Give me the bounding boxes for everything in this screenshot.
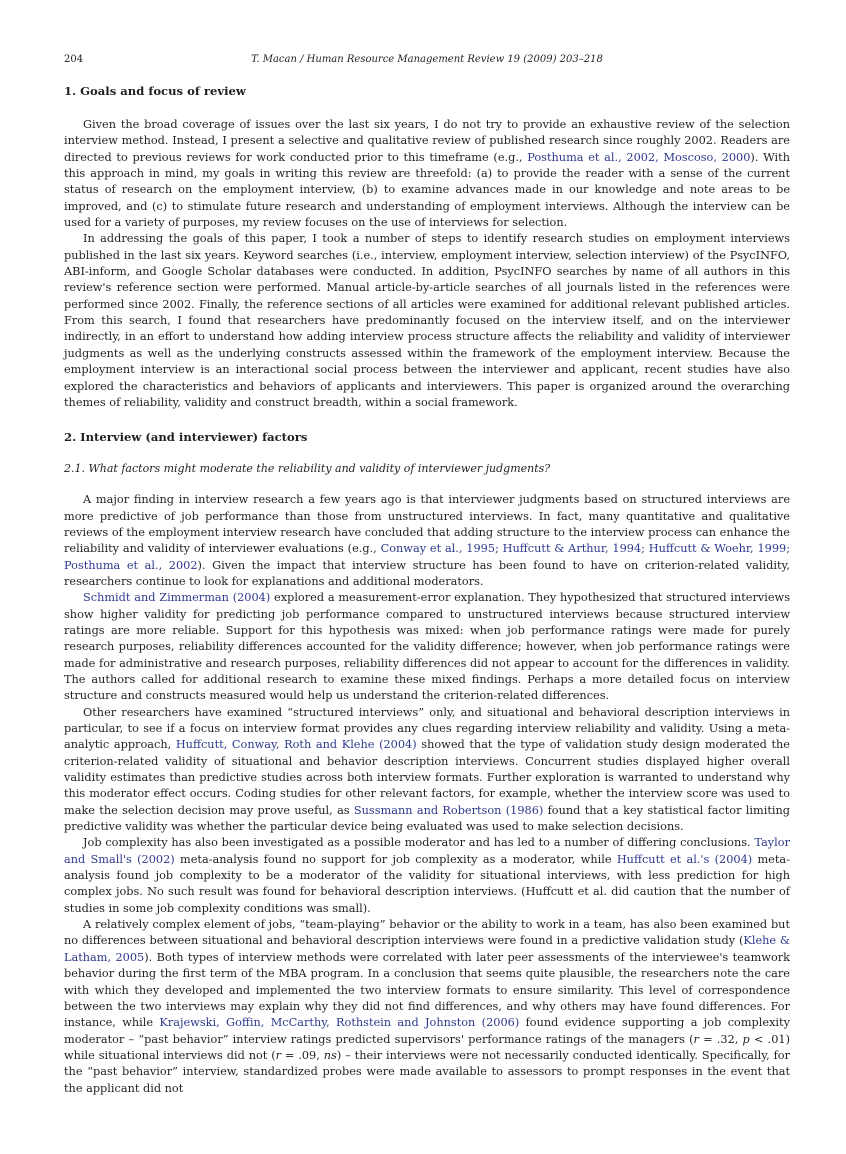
subsection-heading-moderators: 2.1. What factors might moderate the reliability and validity of interviewer judgments? bbox=[64, 462, 551, 476]
stat-symbol: r bbox=[275, 1048, 282, 1062]
paragraph-text: found that a key statistical factor limiting predictive validity was whether the particular device being evaluated was used to make selection decisions. bbox=[64, 803, 791, 834]
section-heading-interview-factors: 2. Interview (and interviewer) factors bbox=[64, 430, 308, 445]
citation-link[interactable]: Krajewski, Goffin, McCarthy, Rothstein and Johnston (2006) bbox=[159, 1016, 520, 1030]
paragraph-moderators-3 bbox=[64, 705, 790, 836]
paragraph-text: A major finding in interview research a few years ago is that interviewer judgments based on structured interviews are more predictive of job performance than those from unstructured interviews. In fact, many quantitative and qualitative reviews of the employment interview research have concluded that adding structure to the interview process can enhance the reliability and validity of interviewer evaluations (e.g., bbox=[64, 493, 790, 556]
citation-link[interactable]: Huffcutt et al.'s (2004) bbox=[616, 852, 753, 866]
paragraph-text: Other researchers have examined “structured interviews” only, and situational and behavioral description interviews in particular, to see if a focus on interview format provides any clues regarding interview reliability and validity. Using a meta-analytic approach, bbox=[64, 705, 790, 752]
citation-link[interactable]: Sussmann and Robertson (1986) bbox=[353, 803, 544, 817]
citation-link[interactable]: Conway et al., 1995; Huffcutt & Arthur, 1994; Huffcutt & Woehr, 1999; Posthuma et al., 2002 bbox=[64, 542, 791, 572]
paragraph-text: A relatively complex element of jobs, “team-playing” behavior or the ability to work in a team, has also been examined but no differences between situational and behavioral description interviews were found in a predictive validation study ( bbox=[64, 918, 790, 948]
paragraph-goals-1 bbox=[64, 117, 790, 231]
paragraph-goals-2: In addressing the goals of this paper, I took a number of steps to identify research studies on employment interviews published in the last six years. Keyword searches (i.e., interview, employment interview, selection interview) of the PsycINFO, ABI-inform, and Google Scholar databases were conducted. In addition, PsycINFO searches by name of all authors in this review's reference section were performed. Manual article-by-article searches of all journals listed in the references were performed since 2002. Finally, the reference sections of all articles were examined for additional relevant published articles. From this search, I found that researchers have predominantly focused on the interview itself, and on the interviewer indirectly, in an effort to understand how adding interview process structure affects the reliability and validity of interviewer judgments as well as the underlying constructs assessed within the framework of the employment interview. Because the employment interview is an interactional social process between the interviewer and applicant, recent studies have also explored the characteristics and behaviors of applicants and interviewers. This paper is organized around the overarching themes of reliability, validity and construct breadth, within a social framework. bbox=[64, 232, 790, 409]
stat-value: = .32, bbox=[698, 1032, 743, 1046]
paragraph-moderators-5 bbox=[64, 917, 790, 1097]
paragraph-text: explored a measurement-error explanation. They hypothesized that structured interviews show higher validity for predicting job performance compared to unstructured interviews because structured interview ratings are more reliable. Support for this hypothesis was mixed: when job performance ratings were made for purely research purposes, reliability differences accounted for the validity difference; however, when job performance ratings were made for administrative and research purposes, reliability differences did not appear to account for the differences in validity. The authors called for additional research to examine these mixed findings. Perhaps a more detailed focus on interview structure and constructs measured would help us understand the criterion-related differences. bbox=[64, 591, 791, 703]
stat-symbol: r bbox=[693, 1032, 699, 1046]
paragraph-text: showed that the type of validation study design moderated the criterion-related validity of situational and behavior description interviews. Concurrent studies displayed higher overall validity estimates than predictive studies across both interview formats. Further exploration is warranted to understand why this moderator effect occurs. Coding studies for other relevant factors, for example, whether the interview score was used to make the selection decision may prove useful, as bbox=[64, 738, 790, 817]
paragraph-text: ). Both types of interview methods were correlated with later peer assessments of the interviewee's teamwork behavior during the first term of the MBA program. In a conclusion that seems quite plausible, the researchers note the care with which they developed and implemented the two interview formats to ensure similarity. This level of correspondence between the two interviews may explain why they did not find differences, and why others may have found differences. For instance, while bbox=[64, 950, 791, 1030]
citation-link[interactable]: Posthuma et al., 2002, Moscoso, 2000 bbox=[527, 150, 751, 164]
citation-link[interactable]: Schmidt and Zimmerman (2004) bbox=[83, 591, 271, 605]
paragraph-text: Given the broad coverage of issues over the last six years, I do not try to provide an exhaustive review of the selection interview method. Instead, I present a selective and qualitative review of published research since roughly 2002. Readers are directed to previous reviews for work conducted prior to this timeframe (e.g., bbox=[64, 118, 790, 164]
running-header bbox=[64, 52, 790, 68]
paragraph-text: found evidence supporting a job complexity moderator – “past behavior” interview ratings predicted supervisors' performance ratings of the managers ( bbox=[64, 1016, 790, 1046]
citation-link[interactable]: Huffcutt, Conway, Roth and Klehe (2004) bbox=[175, 738, 417, 752]
page-number: 204 bbox=[64, 54, 84, 65]
paragraph-text: meta-analysis found job complexity to be a moderator of the validity for situational interviews, with less prediction for high complex jobs. No such result was found for behavioral description interviews. (Huffcutt et al. did caution that the number of studies in some job complexity conditions was small). bbox=[64, 852, 790, 915]
paragraph-text: meta-analysis found no support for job complexity as a moderator, while bbox=[174, 852, 617, 866]
stat-symbol: ns bbox=[323, 1048, 337, 1062]
paragraph-text: Job complexity has also been investigated as a possible moderator and has led to a number of differing conclusions. bbox=[83, 836, 755, 850]
citation-link[interactable]: Taylor and Small's (2002) bbox=[64, 836, 790, 866]
paragraph-moderators-4 bbox=[64, 835, 790, 917]
journal-citation-line: T. Macan / Human Resource Management Review 19 (2009) 203–218 bbox=[251, 54, 603, 65]
paragraph-text: ) – their interviews were not necessarily conducted identically. Specifically, for the “past behavior” interview, standardized probes were made available to assessors to prompt responses in the event that the applicant did not bbox=[64, 1048, 791, 1095]
paragraph-moderators-1 bbox=[64, 492, 790, 590]
stat-value: = .09, bbox=[281, 1048, 324, 1062]
section-heading-goals: 1. Goals and focus of review bbox=[64, 84, 246, 98]
paragraph-moderators-2 bbox=[64, 590, 790, 704]
paragraph-text: ). Given the impact that interview structure has been found to have on criterion-related validity, researchers continue to look for explanations and additional moderators. bbox=[64, 558, 790, 588]
article-body bbox=[64, 82, 790, 1097]
stat-symbol: p bbox=[742, 1032, 750, 1046]
paragraph-text: ). With this approach in mind, my goals in writing this review are threefold: (a) to provide the reader with a sense of the current status of research on the employment interview, (b) to examine advances made in our knowledge and note areas to be improved, and (c) to stimulate future research and understanding of employment interviews. Although the interview can be used for a variety of purposes, my review focuses on the use of interviews for selection. bbox=[64, 150, 790, 230]
stat-value: < .01) while situational interviews did not ( bbox=[64, 1032, 790, 1062]
citation-link[interactable]: Klehe & Latham, 2005 bbox=[64, 934, 790, 964]
